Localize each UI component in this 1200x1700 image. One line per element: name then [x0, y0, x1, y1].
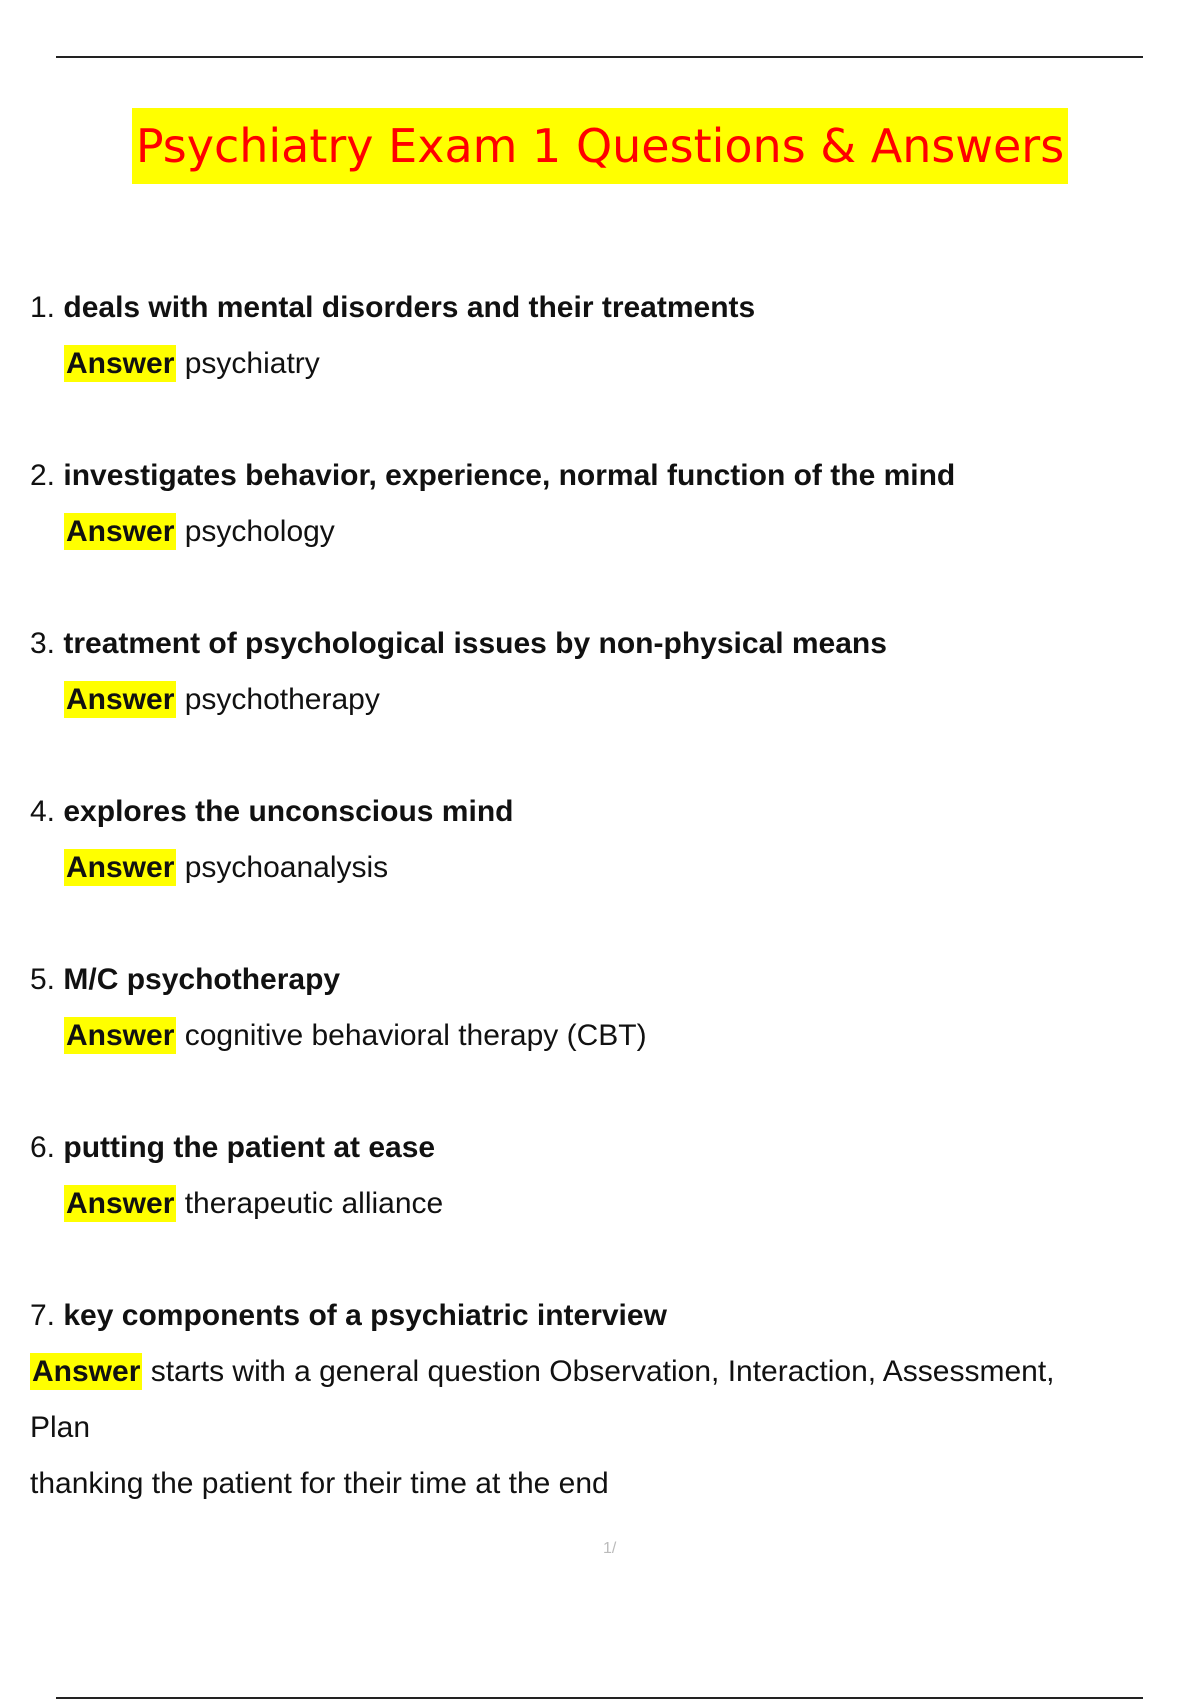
question-text: treatment of psychological issues by non-physical means: [63, 627, 887, 660]
question-3: [30, 616, 1170, 672]
qa-item-7: [30, 1288, 1170, 1512]
question-text: investigates behavior, experience, normal function of the mind: [63, 459, 956, 492]
qa-item-2: [30, 448, 1170, 560]
question-number: 6.: [30, 1131, 56, 1164]
answer-6: [30, 1176, 1170, 1232]
question-2: [30, 448, 1170, 504]
qa-item-5: [30, 952, 1170, 1064]
answer-5: [30, 1008, 1170, 1064]
answer-label: Answer: [32, 1355, 141, 1388]
qa-item-4: [30, 784, 1170, 896]
title-block: [0, 108, 1200, 184]
page-marker: 1/: [603, 1540, 617, 1557]
question-7: [30, 1288, 1170, 1344]
answer-label: Answer: [66, 1019, 175, 1052]
qa-item-1: [30, 280, 1170, 392]
answer-text: psychoanalysis: [184, 851, 389, 884]
question-text: key components of a psychiatric interview: [63, 1299, 667, 1332]
question-number: 2.: [30, 459, 56, 492]
answer-text: psychiatry: [184, 347, 320, 380]
answer-7-closing: [30, 1456, 1170, 1512]
answer-2: [30, 504, 1170, 560]
question-1: [30, 280, 1170, 336]
answer-text: psychotherapy: [184, 683, 380, 716]
answer-text: psychology: [184, 515, 335, 548]
top-rule: [56, 56, 1143, 58]
qa-list: [30, 280, 1170, 1512]
document-title: Psychiatry Exam 1 Questions & Answers: [132, 108, 1068, 184]
answer-label: Answer: [66, 1187, 175, 1220]
question-text: deals with mental disorders and their treatments: [63, 291, 756, 324]
answer-label: Answer: [66, 683, 175, 716]
answer-text-line-2: Plan: [30, 1411, 91, 1444]
qa-item-3: [30, 616, 1170, 728]
question-number: 4.: [30, 795, 56, 828]
answer-7-continued: [30, 1400, 1170, 1456]
question-text: M/C psychotherapy: [63, 963, 341, 996]
answer-text-line-3: thanking the patient for their time at the end: [30, 1467, 609, 1500]
answer-text: therapeutic alliance: [184, 1187, 444, 1220]
question-text: putting the patient at ease: [63, 1131, 436, 1164]
question-number: 5.: [30, 963, 56, 996]
bottom-rule: [56, 1697, 1143, 1699]
answer-7: [30, 1344, 1170, 1400]
question-number: 7.: [30, 1299, 56, 1332]
answer-text-line-1: starts with a general question Observation, Interaction, Assessment,: [150, 1355, 1055, 1388]
answer-label: Answer: [66, 347, 175, 380]
question-5: [30, 952, 1170, 1008]
answer-label: Answer: [66, 851, 175, 884]
qa-item-6: [30, 1120, 1170, 1232]
question-number: 3.: [30, 627, 56, 660]
answer-label: Answer: [66, 515, 175, 548]
question-6: [30, 1120, 1170, 1176]
answer-text: cognitive behavioral therapy (CBT): [184, 1019, 647, 1052]
question-number: 1.: [30, 291, 56, 324]
answer-3: [30, 672, 1170, 728]
answer-4: [30, 840, 1170, 896]
question-text: explores the unconscious mind: [63, 795, 514, 828]
question-4: [30, 784, 1170, 840]
answer-1: [30, 336, 1170, 392]
